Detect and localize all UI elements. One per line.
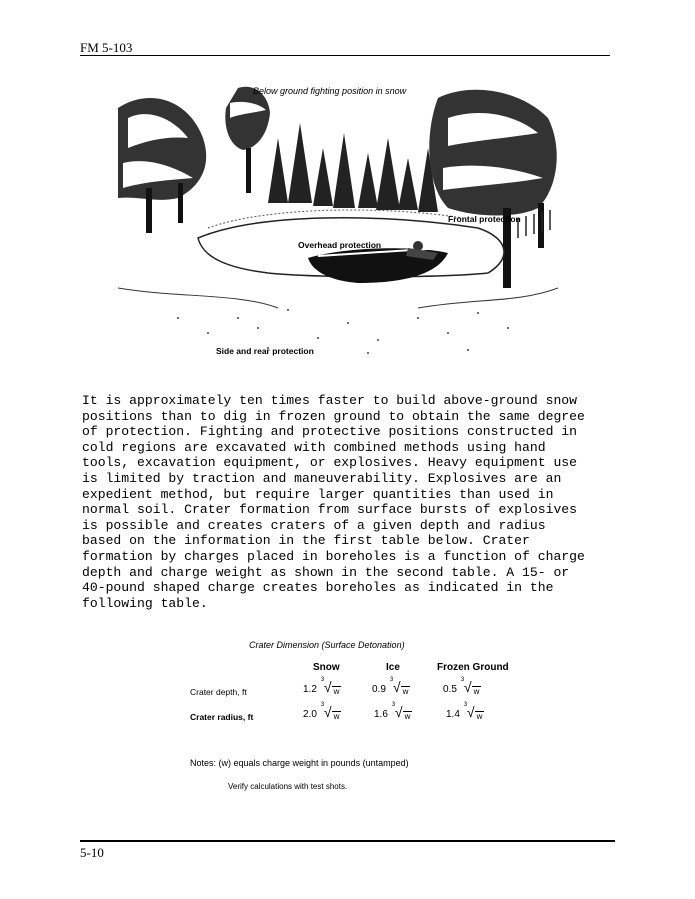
cube-root-w: 3 √ $_w$: [460, 677, 480, 696]
note-verify: Verify calculations with test shots.: [228, 782, 348, 791]
coefficient: 0.9: [372, 684, 386, 695]
row-label-crater-radius: Crater radius, ft: [190, 712, 254, 722]
coefficient: 1.2: [303, 684, 317, 695]
column-header-ice: Ice: [386, 662, 400, 673]
cell-radius-snow: [303, 702, 341, 721]
cube-root-w: 3 √ $_w$: [389, 677, 409, 696]
page-number: 5-10: [80, 845, 104, 860]
fighting-position-illustration: [118, 78, 558, 366]
body-line: tools, excavation equipment, or explosives. Heavy equipment use: [82, 455, 578, 471]
cell-depth-ice: [372, 677, 410, 696]
header-rule: [80, 55, 610, 56]
coefficient: 0.5: [443, 684, 457, 695]
table-title: Crater Dimension (Surface Detonation): [249, 640, 405, 650]
body-line: 40-pound shaped charge creates boreholes as indicated in the: [82, 580, 554, 596]
body-line: positions than to dig in frozen ground to obtain the same degree: [82, 408, 585, 424]
label-side-rear-protection: Side and rear protection: [216, 346, 314, 356]
figure-caption: Below ground fighting position in snow: [253, 86, 407, 96]
label-frontal-protection: Frontal protection: [448, 214, 521, 224]
body-line: is possible and creates craters of a given depth and radius: [82, 517, 546, 533]
body-line: cold regions are excavated with combined methods using hand: [82, 439, 546, 455]
cube-root-w: 3 √ $_w$: [463, 702, 483, 721]
column-header-snow: Snow: [313, 662, 340, 673]
body-line: based on the information in the first table below. Crater: [82, 533, 530, 549]
coefficient: 1.4: [446, 709, 460, 720]
body-line: is limited by traction and maneuverability. Explosives are an: [82, 470, 562, 486]
cube-root-w: 3 √ $_w$: [320, 702, 340, 721]
body-line: It is approximately ten times faster to build above-ground snow: [82, 393, 578, 408]
cube-root-w: 3 √ $_w$: [320, 677, 340, 696]
label-overhead-protection: Overhead protection: [298, 240, 382, 250]
cell-depth-snow: [303, 677, 341, 696]
body-paragraph: [82, 393, 602, 611]
body-line: formation by charges placed in boreholes is a function of charge: [82, 548, 585, 564]
body-line: depth and charge weight as shown in the second table. A 15- or: [82, 564, 570, 580]
cell-depth-frozen-ground: [443, 677, 481, 696]
footer-rule: [80, 840, 615, 842]
coefficient: 2.0: [303, 709, 317, 720]
row-label-crater-depth: Crater depth, ft: [190, 687, 247, 697]
cell-radius-frozen-ground: [446, 702, 484, 721]
body-line: following table.: [82, 595, 208, 611]
body-line: of protection. Fighting and protective positions constructed in: [82, 424, 578, 440]
document-header: FM 5-103: [80, 40, 133, 55]
coefficient: 1.6: [374, 709, 388, 720]
cube-root-w: 3 √ $_w$: [391, 702, 411, 721]
body-line: normal soil. Crater formation from surface bursts of explosives: [82, 502, 578, 518]
note-charge-weight: Notes: (w) equals charge weight in pounds (untamped): [190, 758, 409, 768]
cell-radius-ice: [374, 702, 412, 721]
column-header-frozen-ground: Frozen Ground: [437, 662, 509, 673]
body-line: expedient method, but require larger quantities than used in: [82, 486, 554, 502]
